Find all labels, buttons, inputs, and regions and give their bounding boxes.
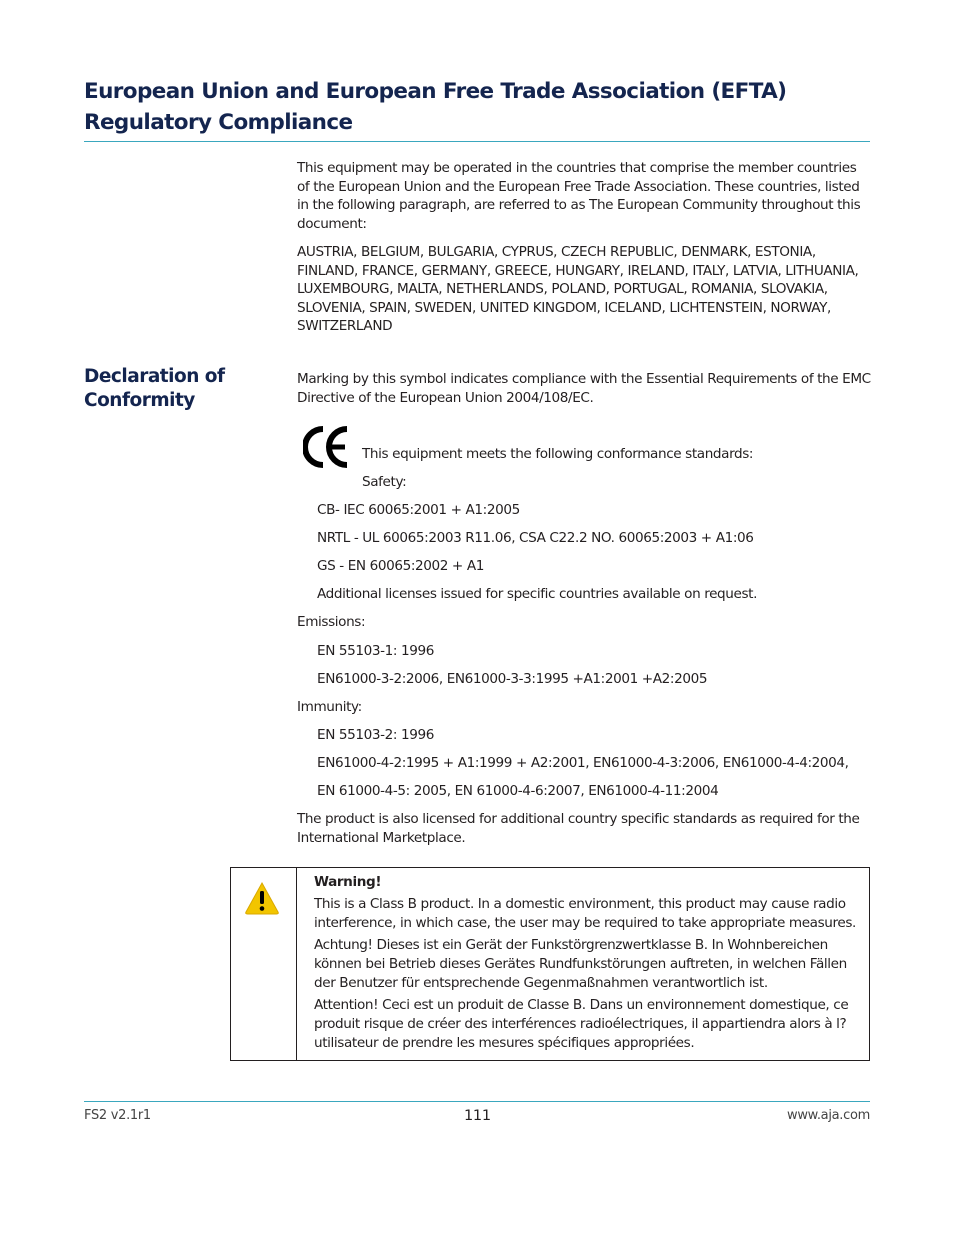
- page-number: 111: [464, 1108, 491, 1124]
- footer-doc-version: FS2 v2.1r1: [84, 1108, 151, 1123]
- immunity-standard: EN61000-4-2:1995 + A1:1999 + A2:2001, EN61000-4-3:2006, EN61000-4-4:2004,: [317, 755, 849, 771]
- warning-content: [314, 873, 859, 1056]
- ce-mark-icon: [303, 425, 351, 469]
- emissions-standard: EN61000-3-2:2006, EN61000-3-3:1995 +A1:2001 +A2:2005: [317, 671, 708, 687]
- emissions-standard: EN 55103-1: 1996: [317, 643, 434, 659]
- safety-standard: NRTL - UL 60065:2003 R11.06, CSA C22.2 NO. 60065:2003 + A1:06: [317, 530, 754, 546]
- safety-standard: CB- IEC 60065:2001 + A1:2005: [317, 502, 520, 518]
- standards-intro: This equipment meets the following conformance standards:: [362, 446, 754, 462]
- country-list: AUSTRIA, BELGIUM, BULGARIA, CYPRUS, CZECH REPUBLIC, DENMARK, ESTONIA, FINLAND, FRANCE, GERMANY, GREECE, HUNGARY, IRELAND, ITALY, LATVIA, LITHUANIA, LUXEMBOURG, MALTA, NETHERLANDS, POLAND, PORTUGAL, ROMANIA, SLOVAKIA, SLOVENIA, SPAIN, SWEDEN, UNITED KINGDOM, ICELAND, LICHTENSTEIN, NORWAY, SWITZERLAND: [297, 244, 859, 335]
- emissions-label: Emissions:: [297, 614, 366, 630]
- immunity-label: Immunity:: [297, 699, 362, 715]
- footer-website: www.aja.com: [787, 1108, 870, 1123]
- title-rule: [84, 141, 870, 142]
- warning-german: Achtung! Dieses ist ein Gerät der Funkstörgrenzwertklasse B. In Wohnbereichen können bei Betrieb dieses Gerätes Rundfunkstörungen auftreten, in welchen Fällen der Benutzer für entsprechende Gegenmaßnahmen verantwortlich ist.: [314, 937, 847, 991]
- intro-paragraph: This equipment may be operated in the countries that comprise the member countries of the European Union and the European Free Trade Association. These countries, listed in the following paragraph, are referred to as The European Community throughout this document:: [297, 160, 861, 232]
- closing-paragraph: The product is also licensed for additional country specific standards as required for the International Marketplace.: [297, 811, 860, 846]
- marking-paragraph: Marking by this symbol indicates compliance with the Essential Requirements of the EMC Directive of the European Union 2004/108/EC.: [297, 371, 871, 406]
- section-heading: [84, 365, 274, 413]
- immunity-standard: EN 55103-2: 1996: [317, 727, 434, 743]
- page-title-line1: European Union and European Free Trade Association (EFTA): [84, 79, 787, 104]
- warning-english: This is a Class B product. In a domestic environment, this product may cause radio interference, in which case, the user may be required to take appropriate measures.: [314, 896, 856, 931]
- page-title: [84, 76, 884, 138]
- warning-divider: [296, 868, 297, 1060]
- immunity-standard: EN 61000-4-5: 2005, EN 61000-4-6:2007, EN61000-4-11:2004: [317, 783, 719, 799]
- warning-triangle-icon: [244, 881, 280, 915]
- warning-french: Attention! Ceci est un produit de Classe B. Dans un environnement domestique, ce produit risque de créer des interférences radioélectriques, il appartiendra alors à l?utilisateur de prendre les mesures spécifiques appropriées.: [314, 997, 849, 1051]
- section-heading-line1: Declaration of: [84, 366, 225, 387]
- warning-box: [230, 867, 870, 1061]
- page-title-line2: Regulatory Compliance: [84, 110, 353, 135]
- safety-standard: Additional licenses issued for specific countries available on request.: [317, 586, 757, 602]
- warning-title: Warning!: [314, 874, 382, 890]
- safety-label: Safety:: [362, 474, 407, 490]
- safety-standard: GS - EN 60065:2002 + A1: [317, 558, 484, 574]
- section-heading-line2: Conformity: [84, 390, 195, 411]
- footer-rule: [84, 1101, 870, 1102]
